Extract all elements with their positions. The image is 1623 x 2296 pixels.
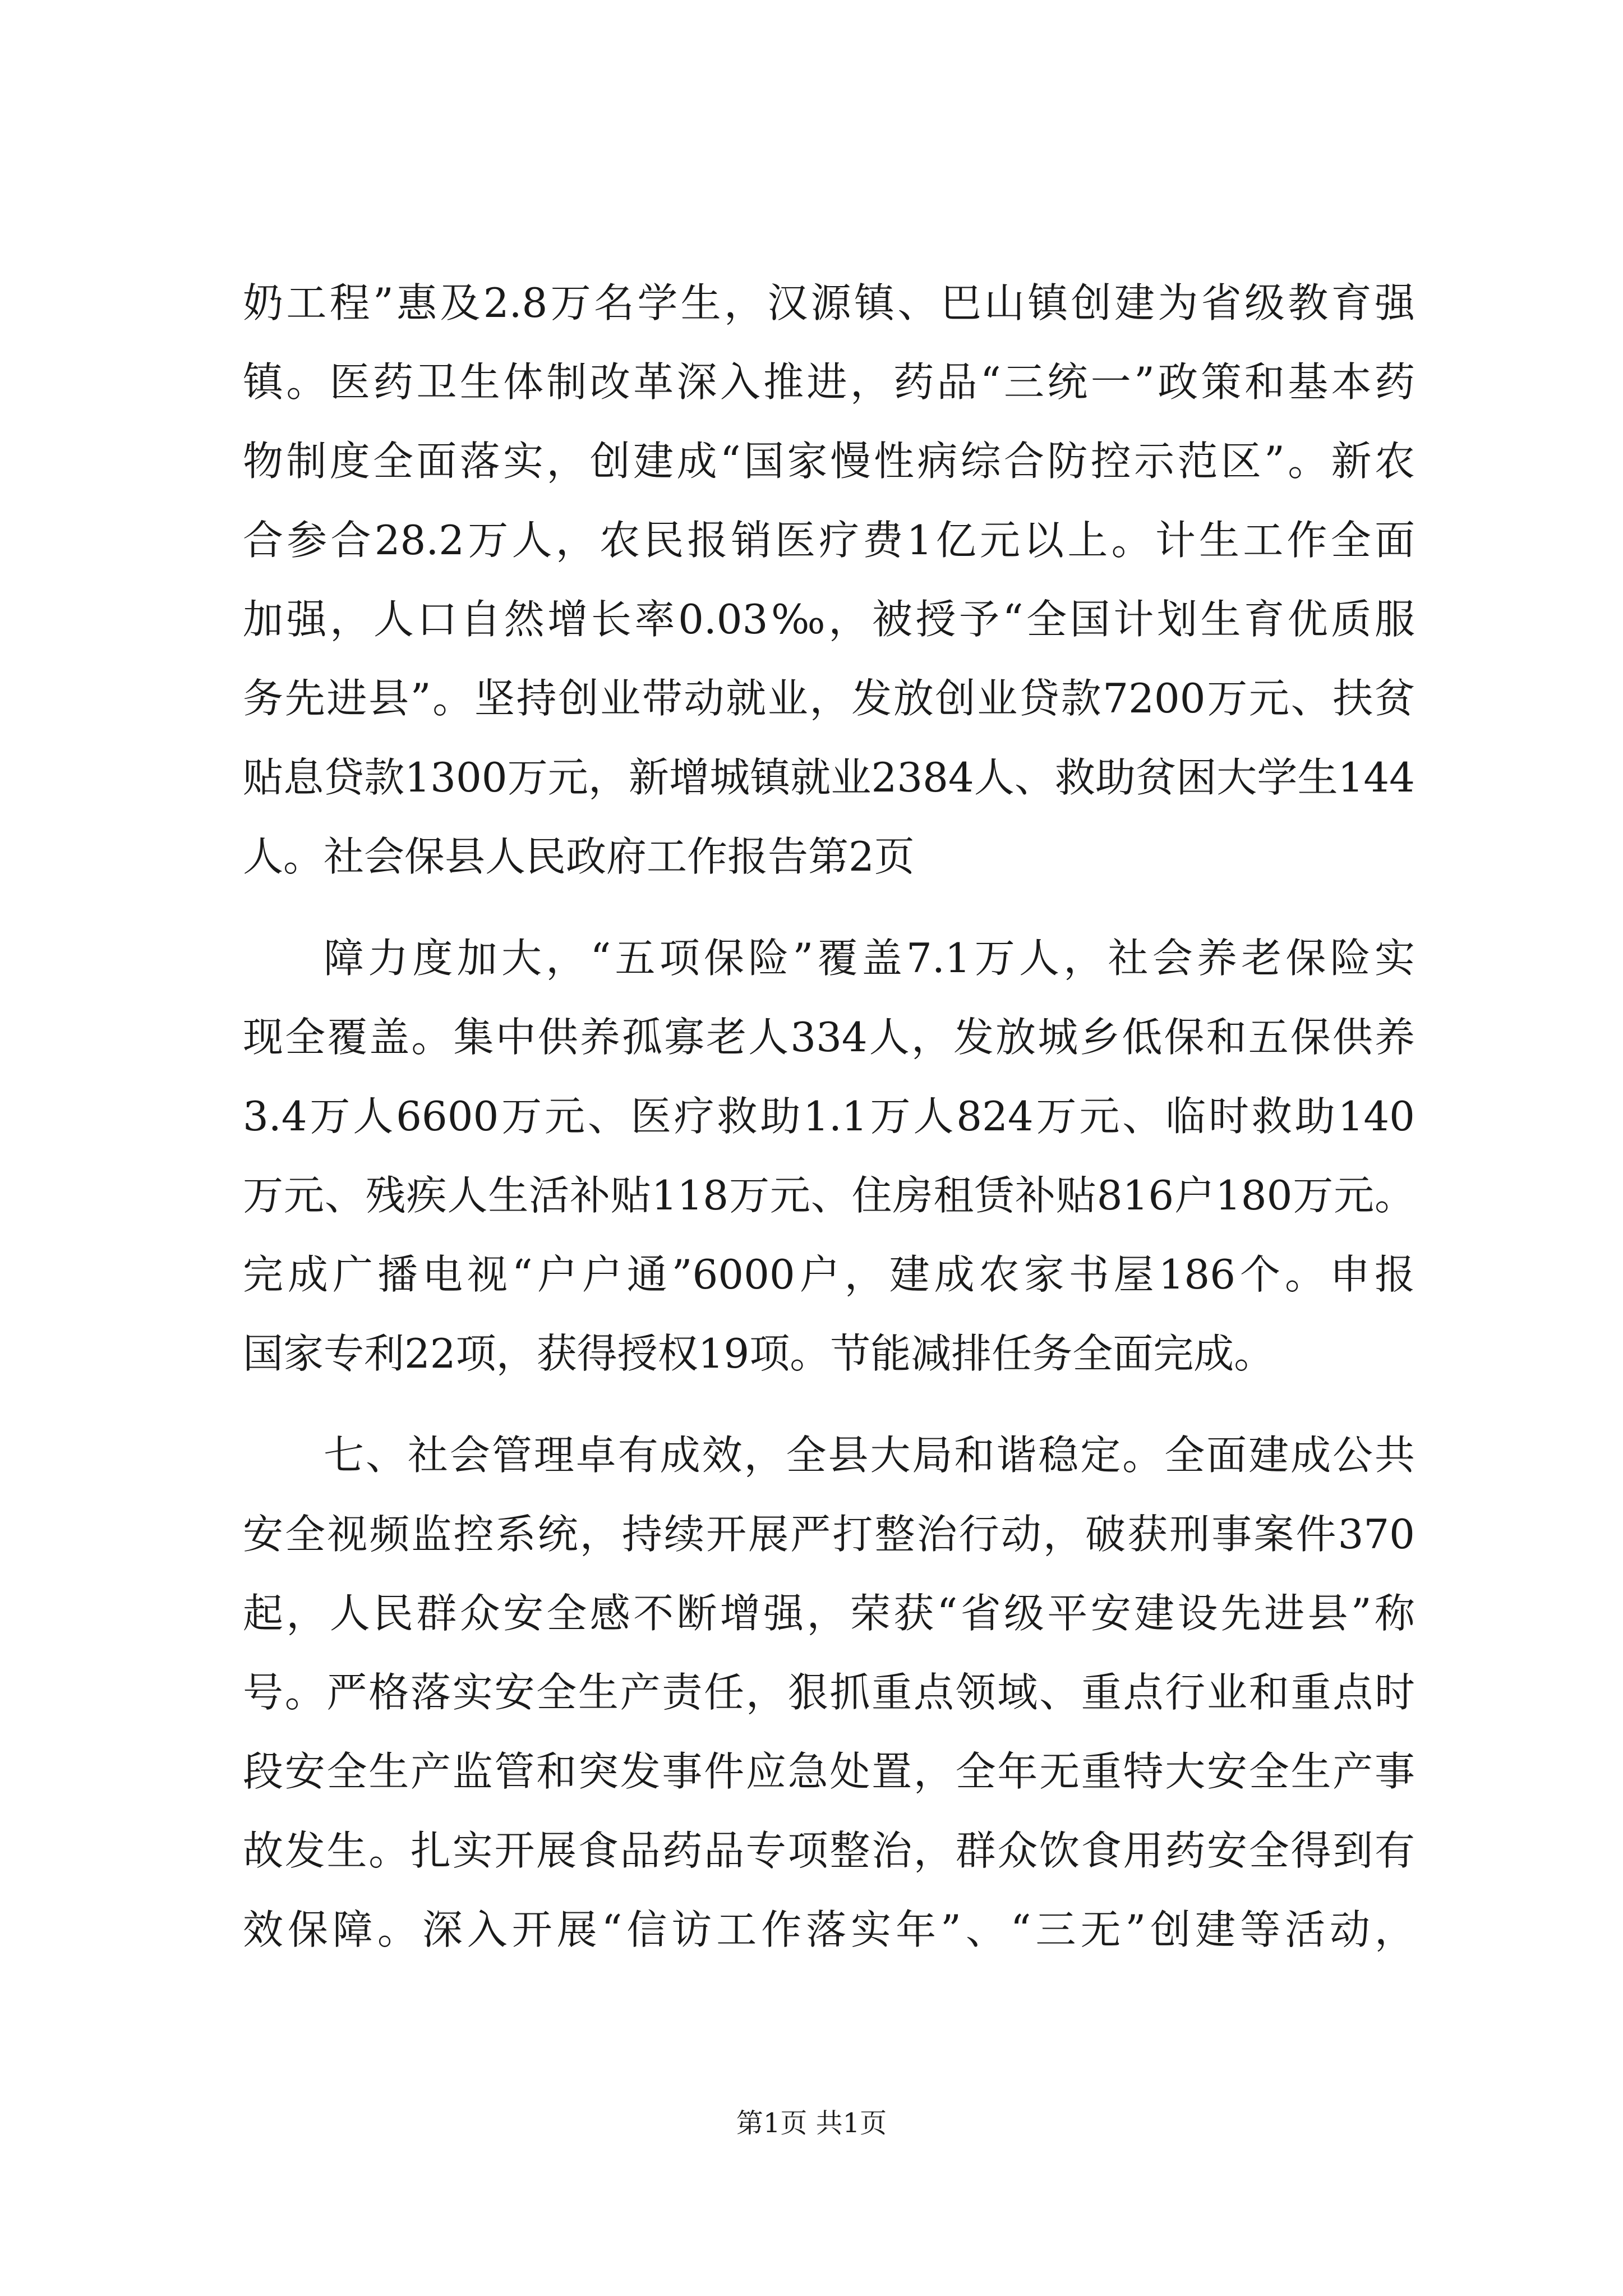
- text-line: 现全覆盖。集中供养孤寡老人334人，发放城乡低保和五保供养: [243, 1014, 1415, 1061]
- paragraph-2: [243, 919, 1415, 1393]
- text-line: 合参合28.2万人，农民报销医疗费1亿元以上。计生工作全面: [243, 517, 1415, 564]
- text-line: 故发生。扎实开展食品药品专项整治，群众饮食用药安全得到有: [243, 1827, 1415, 1874]
- page-footer: 第1页 共1页: [736, 2108, 887, 2139]
- paragraph-gap: [243, 896, 1415, 919]
- text-line: 起，人民群众安全感不断增强，荣获“省级平安建设先进县”称: [243, 1590, 1415, 1637]
- paragraph-gap: [243, 1393, 1415, 1416]
- text-line: 务先进县”。坚持创业带动就业，发放创业贷款7200万元、扶贫: [243, 675, 1415, 722]
- text-line: 障力度加大，“五项保险”覆盖7.1万人，社会养老保险实: [324, 935, 1415, 982]
- text-line: 效保障。深入开展“信访工作落实年”、“三无”创建等活动，: [243, 1906, 1415, 1953]
- text-line: 物制度全面落实，创建成“国家慢性病综合防控示范区”。新农: [243, 438, 1415, 485]
- document-body: [243, 264, 1415, 1970]
- text-line: 段安全生产监管和突发事件应急处置，全年无重特大安全生产事: [243, 1748, 1415, 1795]
- paragraph-3: [243, 1416, 1415, 1970]
- text-line: 安全视频监控系统，持续开展严打整治行动，破获刑事案件370: [243, 1511, 1415, 1558]
- text-line: 国家专利22项，获得授权19项。节能减排任务全面完成。: [243, 1330, 1275, 1377]
- text-line: 人。社会保县人民政府工作报告第2页: [243, 833, 915, 880]
- text-line: 号。严格落实安全生产责任，狠抓重点领域、重点行业和重点时: [243, 1669, 1415, 1716]
- text-line: 完成广播电视“户户通”6000户，建成农家书屋186个。申报: [243, 1251, 1415, 1298]
- paragraph-1: [243, 264, 1415, 896]
- text-line: 七、社会管理卓有成效，全县大局和谐稳定。全面建成公共: [324, 1432, 1415, 1479]
- text-line: 3.4万人6600万元、医疗救助1.1万人824万元、临时救助140: [243, 1093, 1415, 1140]
- text-line: 万元、残疾人生活补贴118万元、住房租赁补贴816户180万元。: [243, 1172, 1415, 1219]
- text-line: 镇。医药卫生体制改革深入推进，药品“三统一”政策和基本药: [243, 358, 1415, 406]
- text-line: 贴息贷款1300万元，新增城镇就业2384人、救助贫困大学生144: [243, 754, 1415, 801]
- text-line: 加强，人口自然增长率0.03‰，被授予“全国计划生育优质服: [243, 596, 1415, 643]
- text-line: 奶工程”惠及2.8万名学生，汉源镇、巴山镇创建为省级教育强: [243, 279, 1415, 326]
